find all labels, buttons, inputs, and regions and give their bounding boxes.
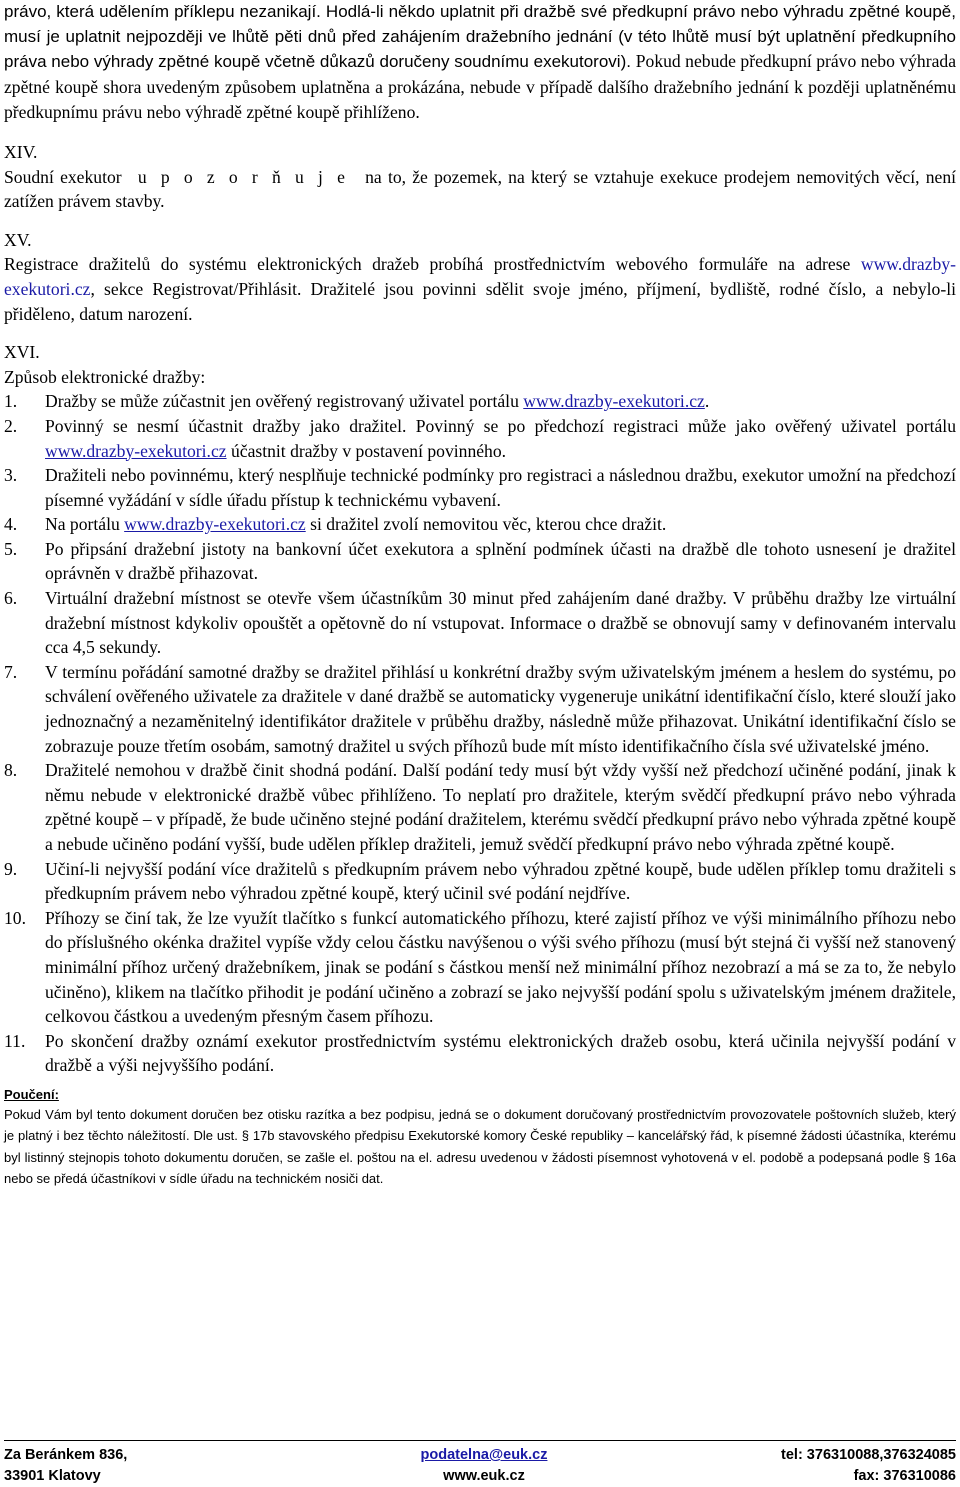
footer-address-street: Za Beránkem 836, (4, 1447, 128, 1463)
xiv-post: na to, že pozemek, na který se vztahuje exekuce prodejem nemovitých věcí, není zatížen právem stavby. (4, 166, 956, 212)
intro-paragraph (4, 0, 956, 126)
list-item: 8. Dražitelé nemohou v dražbě činit shodná podání. Další podání tedy musí být vždy vyšší než předchozí učiněné podání, jinak k němu nebude v elektronické dražbě vůbec přihlíženo. To neplatí pro dražitele, kterým svědčí předkupní právo nebo výhrada zpětné koupě – v případě, že bude učiněno stejné podání dražitelem, kterému svědčí předkupní právo nebo výhrada zpětné koupě a nebude učiněno podání vyšší, bude udělen příklep dražiteli, jemuž svědčí předkupní právo nebo výhrada zpětné koupě. (4, 760, 956, 854)
registration-link[interactable]: www.drazby-exekutori.cz (4, 254, 956, 299)
portal-link[interactable]: www.drazby-exekutori.cz (124, 514, 306, 535)
pouceni-label: Poučení: (4, 1086, 59, 1102)
section-xvi-subheading: Způsob elektronické dražby: (4, 366, 206, 387)
section-xv-heading: XV. (4, 229, 32, 250)
portal-link[interactable]: www.drazby-exekutori.cz (45, 440, 227, 461)
xv-pre: Registrace dražitelů do systému elektronických dražeb probíhá prostřednictvím webového formuláře na adrese (4, 254, 851, 275)
xiv-spaced-word: u p o z o r ň u j e (137, 166, 349, 187)
list-item: 11. Po skončení dražby oznámí exekutor prostřednictvím systému elektronických dražeb osobu, která učinila nejvyšší podání v dražbě a výši nejvyššího podání. (4, 1030, 956, 1076)
section-xvi (4, 340, 956, 1078)
section-xiv-text (4, 165, 956, 214)
list-item: 4. Na portálu www.drazby-exekutori.cz si dražitel zvolí nemovitou věc, kterou chce dražit. (4, 514, 667, 535)
section-xv-text (4, 252, 956, 326)
pouceni-text: Pokud Vám byl tento dokument doručen bez otisku razítka a bez podpisu, jedná se o dokument doručovaný prostřednictvím provozovatele poštovních služeb, který je platný i bez těchto náležitostí. Dle ust. § 17b stavovského předpisu Exekutorské komory České republiky – kancelářský řád, k písemné žádosti účastníka, kterému byl listinný stejnopis tohoto dokumentu doručen, se zašle el. poštou na el. adresu uvedenou v žádosti písemnost vyhotovená v el. podobě a podepsaná podle § 16a nebo se předá účastníkovi v sídle úřadu na technickém nosiči dat. (4, 1106, 956, 1187)
section-xvi-heading: XVI. (4, 342, 40, 363)
list-item: 2. Povinný se nesmí účastnit dražby jako dražitel. Povinný se po předchozí registraci může jako ověřený uživatel portálu www.drazby-exekutori.cz účastnit dražby v postavení povinného. (4, 415, 956, 461)
list-item: 3. Dražiteli nebo povinnému, který nesplňuje technické podmínky pro registraci a následnou dražbu, exekutor umožní na předchozí písemné vyžádání v sídle úřadu přístup k technickému vybavení. (4, 465, 956, 510)
footer-email-link[interactable]: podatelna@euk.cz (420, 1447, 548, 1463)
footer-fax: fax: 376310086 (853, 1468, 956, 1484)
section-xiv-heading: XIV. (4, 141, 38, 162)
page-footer (4, 1440, 956, 1487)
section-xv (4, 228, 956, 326)
footer-address-city: 33901 Klatovy (4, 1468, 101, 1484)
list-item: 7. V termínu pořádání samotné dražby se dražitel přihlásí u konkrétní dražby svým uživatelským jménem a heslem do systému, po schválení ověřeného uživatele za dražitele v dané dražbě se automaticky vygeneruje unikátní identifikační číslo, které slouží jako jednoznačný a nezaměnitelný identifikátor dražitele v průběhu dražby, následně může přihazovat. Unikátní identifikační číslo se zobrazuje pouze třetím osobám, samotný dražitel u svých příhozů bude mít místo identifikačního čísla své uživatelské jméno. (4, 661, 956, 756)
list-item: 10. Příhozy se činí tak, že lze využít tlačítko s funkcí automatického příhozu, které zajistí příhoz ve výši minimálního příhozu nebo do příslušného okénka dražitel vypíše vždy celou částku navýšenou o výši svého příhozu (musí být stejná či vyšší než stanovený minimální příhoz určený dražebníkem, jinak se podání s částkou menší než minimální příhoz nezobrazí a má se za to, že nebylo učiněno), klikem na tlačítko přihodit je podání učiněno a zobrazí se jako nejvyšší podání spolu s uživatelským jménem dražitele, celkovou částkou a uvedeným přesným časem příhozu. (4, 907, 956, 1027)
portal-link[interactable]: www.drazby-exekutori.cz (523, 391, 705, 412)
auction-rules-list (4, 389, 956, 1078)
intro-text-1: právo, která udělením příklepu nezanikají. Hodlá-li někdo uplatnit při dražbě své předkupní právo nebo výhradu zpětné koupě, musí je uplatnit nejpozději ve lhůtě pěti dnů před zahájením dražebního jednání (v této lhůtě musí být uplatnění předkupního práva nebo výhrady zpětné koupě včetně důkazů doručeny soudnímu exekutorovi). (4, 2, 956, 72)
intro-text-2: Pokud nebude předkupní právo nebo výhrada zpětné koupě shora uvedeným způsobem uplatněna a prokázána, nebude v případě dalšího dražebního jednání k později uplatněnému předkupnímu právu nebo výhradě zpětné koupě přihlíženo. (4, 51, 957, 123)
list-item: 9. Učiní-li nejvyšší podání více dražitelů s předkupním právem nebo výhradou zpětné koupě, bude udělen příklep tomu dražiteli s předkupním právem nebo výhradou zpětné koupě, který učinil své podání nejdříve. (4, 858, 956, 904)
list-item: 6. Virtuální dražební místnost se otevře všem účastníkům 30 minut před zahájením dané dražby. V průběhu dražby lze virtuální dražební místnost kdykoliv opouštět a opětovně do ní vstupovat. Informace o dražbě se obnovují samy v definovaném intervalu cca 4,5 sekundy. (4, 588, 956, 658)
list-item: 5. Po připsání dražební jistoty na bankovní účet exekutora a splnění podmínek účasti na dražbě dle tohoto usnesení je dražitel oprávněn v dražbě přihazovat. (4, 538, 956, 584)
footer-phone: tel: 376310088,376324085 (781, 1447, 956, 1463)
xiv-pre: Soudní exekutor (4, 166, 122, 187)
list-item: 1. Dražby se může zúčastnit jen ověřený registrovaný uživatel portálu www.drazby-exekutori.cz. (4, 391, 710, 412)
document-page (4, 0, 956, 1190)
footer-web[interactable]: www.euk.cz (443, 1468, 525, 1484)
xv-post: , sekce Registrovat/Přihlásit. Dražitelé jsou povinni sdělit svoje jméno, příjmení, bydliště, rodné číslo, a nebylo-li přiděleno, datum narození. (4, 278, 956, 324)
section-xiv (4, 140, 956, 214)
